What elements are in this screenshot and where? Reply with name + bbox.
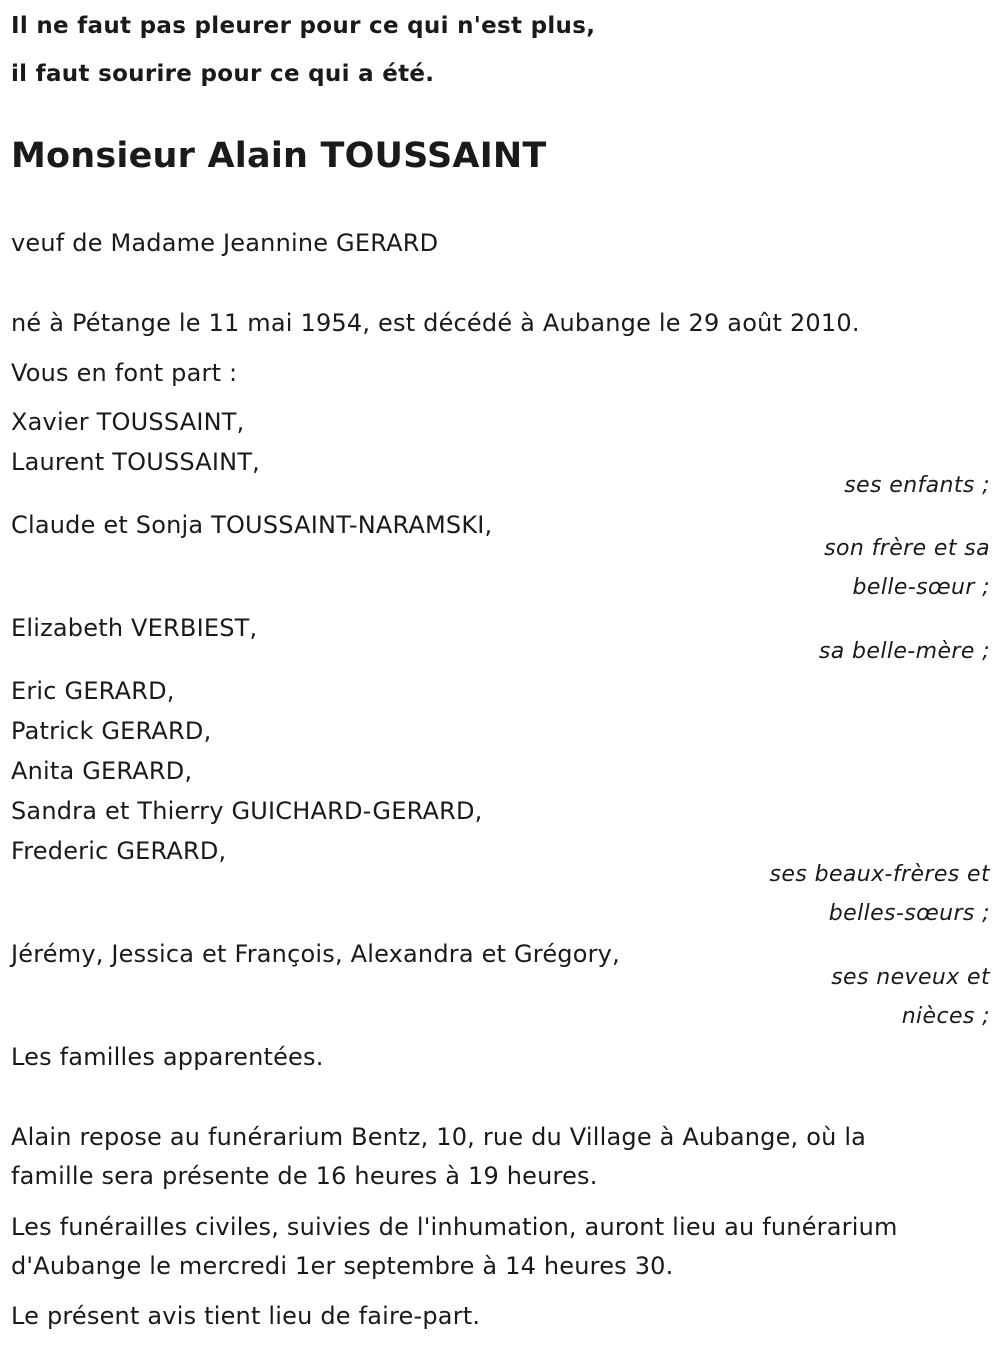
relation-brother-line-2: belle-sœur ; [852,575,990,600]
family-member: Elizabeth VERBIEST, [11,614,258,642]
relation-in-laws-line-1: ses beaux-frères et [769,862,990,887]
family-member: Sandra et Thierry GUICHARD-GERARD, [11,797,483,825]
family-member: Claude et Sonja TOUSSAINT-NARAMSKI, [11,511,493,539]
relation-in-laws-line-2: belles-sœurs ; [828,901,990,926]
family-member: Frederic GERARD, [11,837,227,865]
notice-line: Le présent avis tient lieu de faire-part. [11,1302,481,1330]
deceased-name: Monsieur Alain TOUSSAINT [11,136,547,176]
funeral-info-line-1: Les funérailles civiles, suivies de l'inhumation, auront lieu au funérarium [11,1213,898,1241]
relation-children: ses enfants ; [844,473,990,498]
family-member: Xavier TOUSSAINT, [11,408,245,436]
related-families: Les familles apparentées. [11,1043,324,1071]
relation-nephews-line-2: nièces ; [901,1004,990,1029]
announcers-intro: Vous en font part : [11,359,238,387]
relation-brother-line-1: son frère et sa [824,536,990,561]
rest-info-line-1: Alain repose au funérarium Bentz, 10, rue du Village à Aubange, où la [11,1123,867,1151]
family-member: Jérémy, Jessica et François, Alexandra et Grégory, [11,940,620,968]
family-member: Anita GERARD, [11,757,193,785]
quote-line-1: Il ne faut pas pleurer pour ce qui n'est plus, [11,13,596,39]
relation-mother-in-law: sa belle-mère ; [818,639,990,664]
funeral-info-line-2: d'Aubange le mercredi 1er septembre à 14 heures 30. [11,1252,674,1280]
family-member: Laurent TOUSSAINT, [11,448,261,476]
relation-nephews-line-1: ses neveux et [831,965,990,990]
family-member: Eric GERARD, [11,677,175,705]
widow-of-line: veuf de Madame Jeannine GERARD [11,229,439,257]
rest-info-line-2: famille sera présente de 16 heures à 19 heures. [11,1162,598,1190]
quote-line-2: il faut sourire pour ce qui a été. [11,61,435,87]
family-member: Patrick GERARD, [11,717,212,745]
birth-death-line: né à Pétange le 11 mai 1954, est décédé à Aubange le 29 août 2010. [11,309,860,337]
